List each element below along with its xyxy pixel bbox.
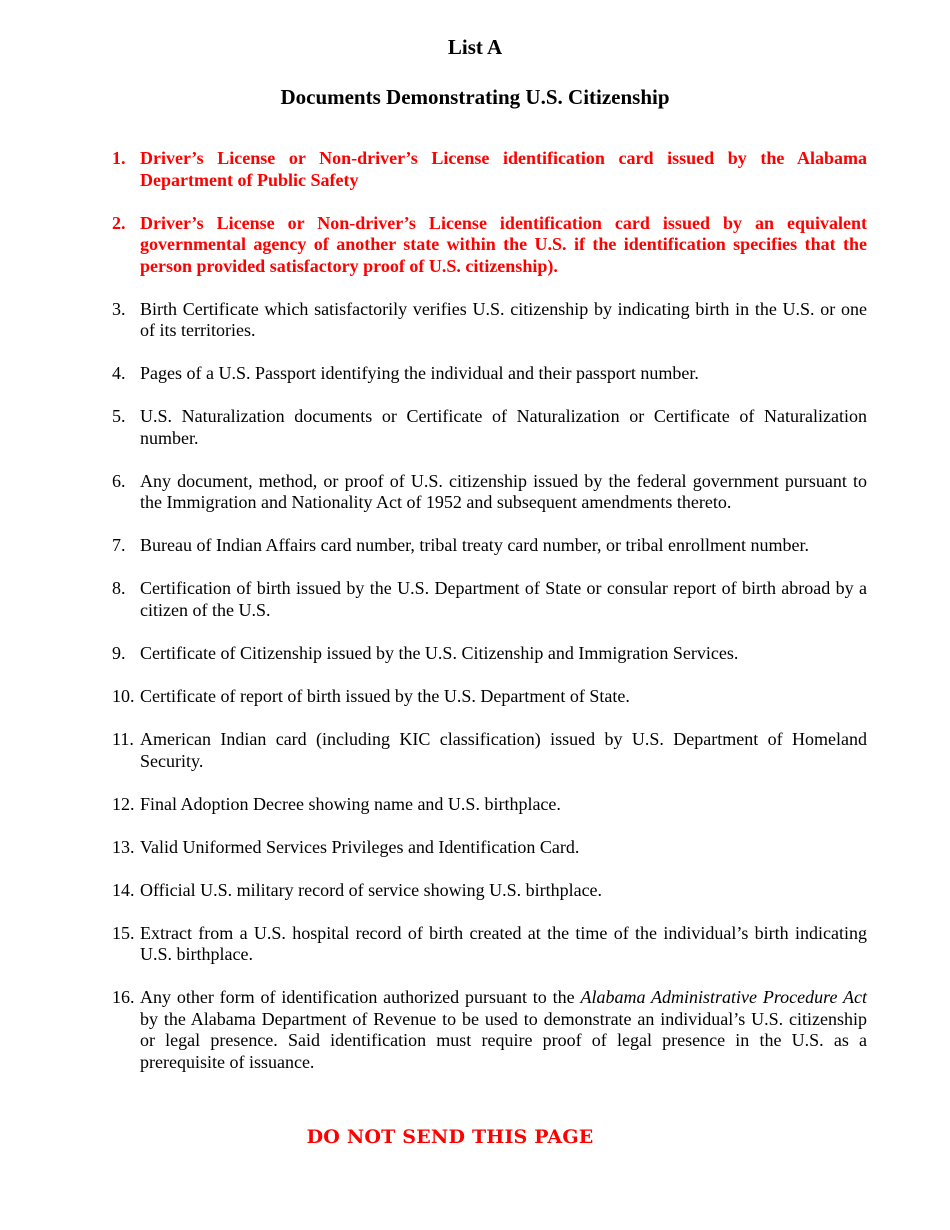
list-item-4 bbox=[112, 363, 867, 385]
list-item-12 bbox=[112, 794, 867, 816]
list-item-9 bbox=[112, 643, 867, 665]
list-item-text: Certificate of report of birth issued by the U.S. Department of State. bbox=[140, 686, 630, 707]
list-item-text: Any document, method, or proof of U.S. citizenship issued by the federal government pursuant to the Immigration and Nationality Act of 1952 and subsequent amendments thereto. bbox=[140, 470, 867, 513]
list-item-number: 3. bbox=[112, 298, 126, 319]
list-item-15 bbox=[112, 923, 867, 966]
list-item-number: 15. bbox=[112, 922, 135, 943]
list-item-text: Extract from a U.S. hospital record of birth created at the time of the individual’s birth indicating U.S. birthplace. bbox=[140, 922, 867, 965]
list-item-10 bbox=[112, 686, 867, 708]
list-item-number: 11. bbox=[112, 729, 134, 749]
list-item-text: Official U.S. military record of service showing U.S. birthplace. bbox=[140, 879, 603, 900]
list-item-number: 1. bbox=[112, 148, 126, 168]
list-item-number: 8. bbox=[112, 578, 126, 599]
list-item-6 bbox=[112, 471, 867, 514]
list-item-number: 9. bbox=[112, 643, 126, 664]
page-subtitle: Documents Demonstrating U.S. Citizenship bbox=[280, 85, 670, 109]
list-item-5 bbox=[112, 406, 867, 449]
list-item-text: Valid Uniformed Services Privileges and Identification Card. bbox=[140, 836, 580, 857]
list-item-number: 5. bbox=[112, 406, 126, 427]
list-item-number: 6. bbox=[112, 470, 126, 491]
list-item-14 bbox=[112, 880, 867, 902]
do-not-send-notice: DO NOT SEND THIS PAGE bbox=[306, 1126, 594, 1148]
list-item-1 bbox=[112, 148, 867, 191]
list-item-text: Final Adoption Decree showing name and U.S. birthplace. bbox=[140, 793, 561, 814]
list-item-text-after: by the Alabama Department of Revenue to be used to demonstrate an individual’s U.S. citizenship or legal presence. Said identification must require proof of legal presence in the U.S. as a prerequisite of issuance. bbox=[140, 1008, 867, 1072]
list-item-text: U.S. Naturalization documents or Certificate of Naturalization or Certificate of Naturalization number. bbox=[140, 406, 867, 448]
list-item-text: Driver’s License or Non-driver’s License identification card issued by the Alabama Department of Public Safety bbox=[140, 148, 867, 190]
list-item-text bbox=[140, 987, 867, 1073]
list-item-text: Birth Certificate which satisfactorily verifies U.S. citizenship by indicating birth in the U.S. or one of its territories. bbox=[140, 298, 867, 341]
document-list bbox=[112, 148, 867, 1095]
list-item-number: 10. bbox=[112, 686, 135, 707]
list-item-7 bbox=[112, 535, 867, 557]
list-item-3 bbox=[112, 299, 867, 342]
list-item-number: 12. bbox=[112, 793, 135, 814]
list-item-text: Driver’s License or Non-driver’s License identification card issued by an equivalent governmental agency of another state within the U.S. if the identification specifies that the person provided satisfactory proof of U.S. citizenship). bbox=[140, 212, 867, 276]
list-item-number: 13. bbox=[112, 836, 135, 857]
list-item-text: Pages of a U.S. Passport identifying the individual and their passport number. bbox=[140, 363, 699, 384]
list-item-text: Certificate of Citizenship issued by the U.S. Citizenship and Immigration Services. bbox=[140, 643, 739, 664]
list-item-text: American Indian card (including KIC classification) issued by U.S. Department of Homeland Security. bbox=[140, 729, 867, 771]
list-item-11 bbox=[112, 729, 867, 772]
list-item-16 bbox=[112, 987, 867, 1073]
list-item-text: Bureau of Indian Affairs card number, tribal treaty card number, or tribal enrollment number. bbox=[140, 535, 809, 556]
list-item-2 bbox=[112, 213, 867, 278]
list-item-8 bbox=[112, 578, 867, 621]
list-item-number: 7. bbox=[112, 535, 126, 556]
list-item-number: 2. bbox=[112, 212, 126, 233]
list-item-number: 14. bbox=[112, 879, 135, 900]
page-title: List A bbox=[447, 35, 503, 59]
list-item-text-before: Any other form of identification authorized pursuant to the bbox=[140, 987, 581, 1008]
list-item-text: Certification of birth issued by the U.S. Department of State or consular report of birth abroad by a citizen of the U.S. bbox=[140, 578, 867, 621]
list-item-number: 4. bbox=[112, 363, 126, 384]
list-item-number: 16. bbox=[112, 987, 135, 1008]
act-name-italic: Alabama Administrative Procedure Act bbox=[580, 987, 867, 1008]
list-item-13 bbox=[112, 837, 867, 859]
